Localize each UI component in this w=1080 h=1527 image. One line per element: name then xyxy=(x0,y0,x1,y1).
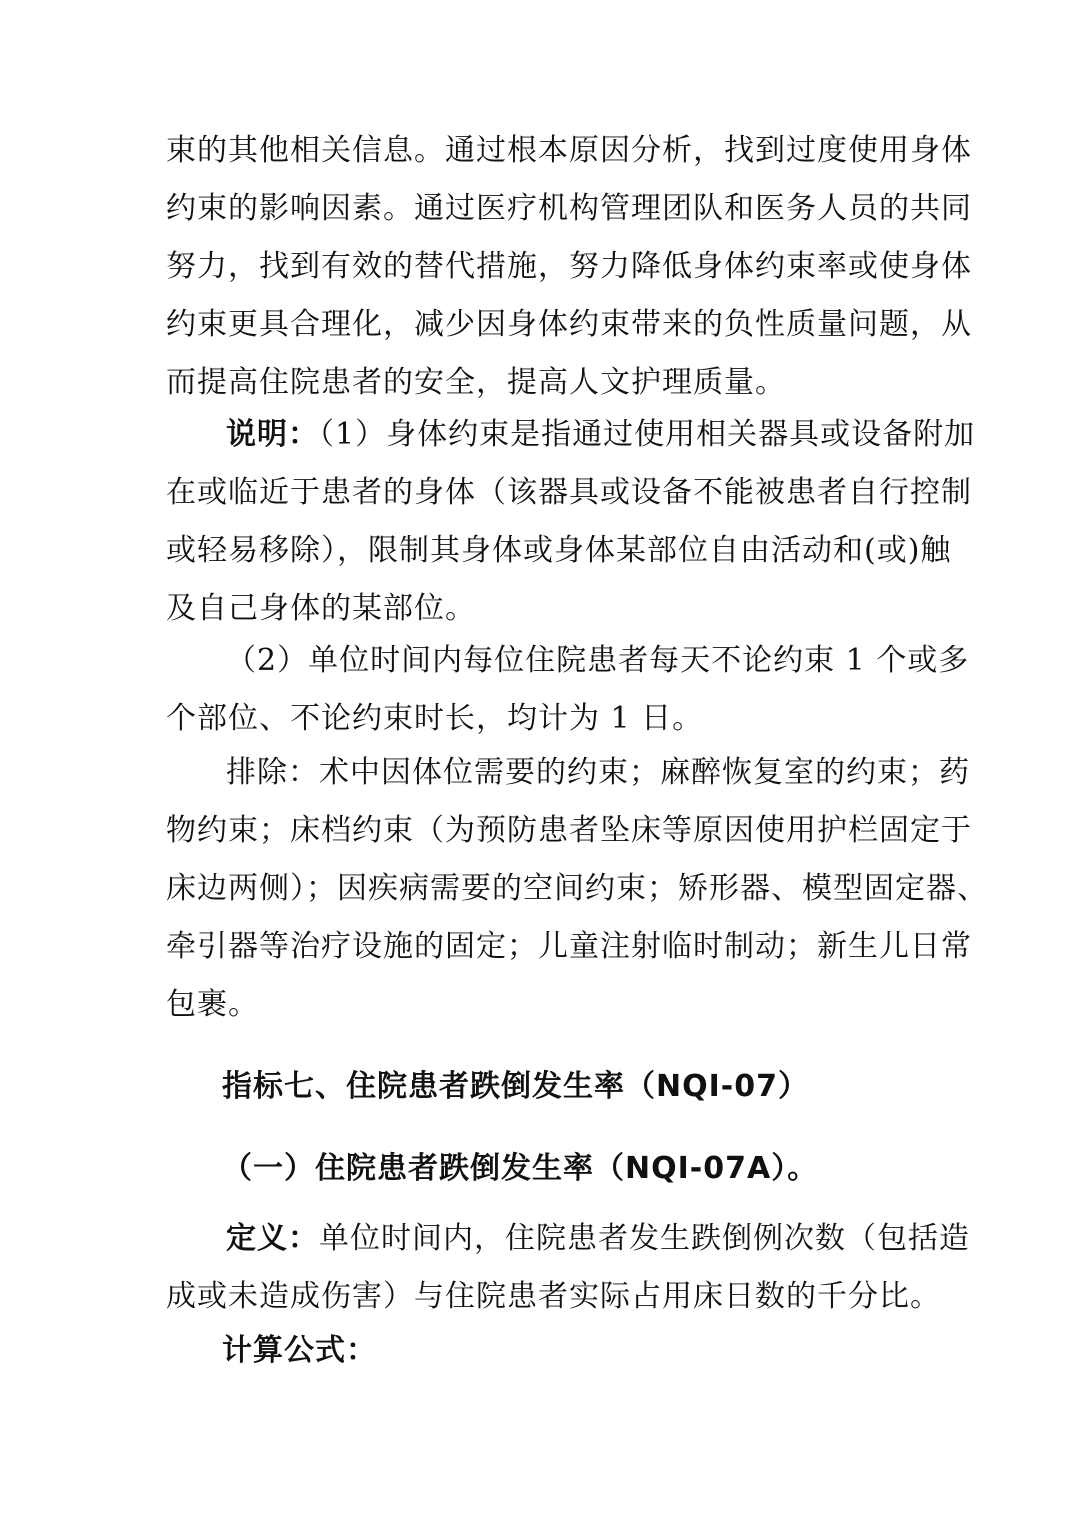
formula-label: 计算公式： xyxy=(222,1333,377,1368)
text-line: 牵引器等治疗设施的固定；儿童注射临时制动；新生儿日常 xyxy=(166,929,972,964)
text-line: 排除：术中因体位需要的约束；麻醉恢复室的约束；药 xyxy=(226,755,970,790)
text-line xyxy=(166,1210,970,1268)
definition-label: 定义： xyxy=(226,1221,319,1256)
paragraph-definition xyxy=(166,1210,970,1326)
paragraph-note-2 xyxy=(166,632,970,748)
text-line: 约束的影响因素。通过医疗机构管理团队和医务人员的共同 xyxy=(166,191,972,226)
text-line: 及自己身体的某部位。 xyxy=(166,591,476,626)
text-line: 成或未造成伤害）与住院患者实际占用床日数的千分比。 xyxy=(166,1279,941,1314)
paragraph-note-1 xyxy=(166,406,976,638)
text-line: 而提高住院患者的安全，提高人文护理质量。 xyxy=(166,365,786,400)
text-line: 或轻易移除），限制其身体或身体某部位自由活动和(或)触 xyxy=(166,533,952,568)
text-line: 努力，找到有效的替代措施，努力降低身体约束率或使身体 xyxy=(166,249,972,284)
text-line: 约束更具合理化，减少因身体约束带来的负性质量问题，从 xyxy=(166,307,972,342)
paragraph-rationale xyxy=(166,122,972,412)
text-line: 物约束；床档约束（为预防患者坠床等原因使用护栏固定于 xyxy=(166,813,972,848)
note-label: 说明： xyxy=(226,417,319,452)
text-line: 包裹。 xyxy=(166,987,259,1022)
paragraph-exclusion xyxy=(166,744,988,1034)
definition-text: 单位时间内，住院患者发生跌倒例次数（包括造 xyxy=(319,1221,970,1256)
section-heading: 指标七、住院患者跌倒发生率（NQI-07） xyxy=(222,1069,809,1104)
text-line: 个部位、不论约束时长，均计为 1 日。 xyxy=(166,701,704,736)
note-text: （1）身体约束是指通过使用相关器具或设备附加 xyxy=(319,417,976,452)
subsection-heading: （一）住院患者跌倒发生率（NQI-07A）。 xyxy=(222,1151,819,1186)
text-line: 床边两侧）；因疾病需要的空间约束；矫形器、模型固定器、 xyxy=(166,871,988,906)
text-line: 束的其他相关信息。通过根本原因分析，找到过度使用身体 xyxy=(166,133,972,168)
text-line: 在或临近于患者的身体（该器具或设备不能被患者自行控制 xyxy=(166,475,972,510)
text-line xyxy=(166,406,976,464)
text-line: （2）单位时间内每位住院患者每天不论约束 1 个或多 xyxy=(226,643,970,678)
